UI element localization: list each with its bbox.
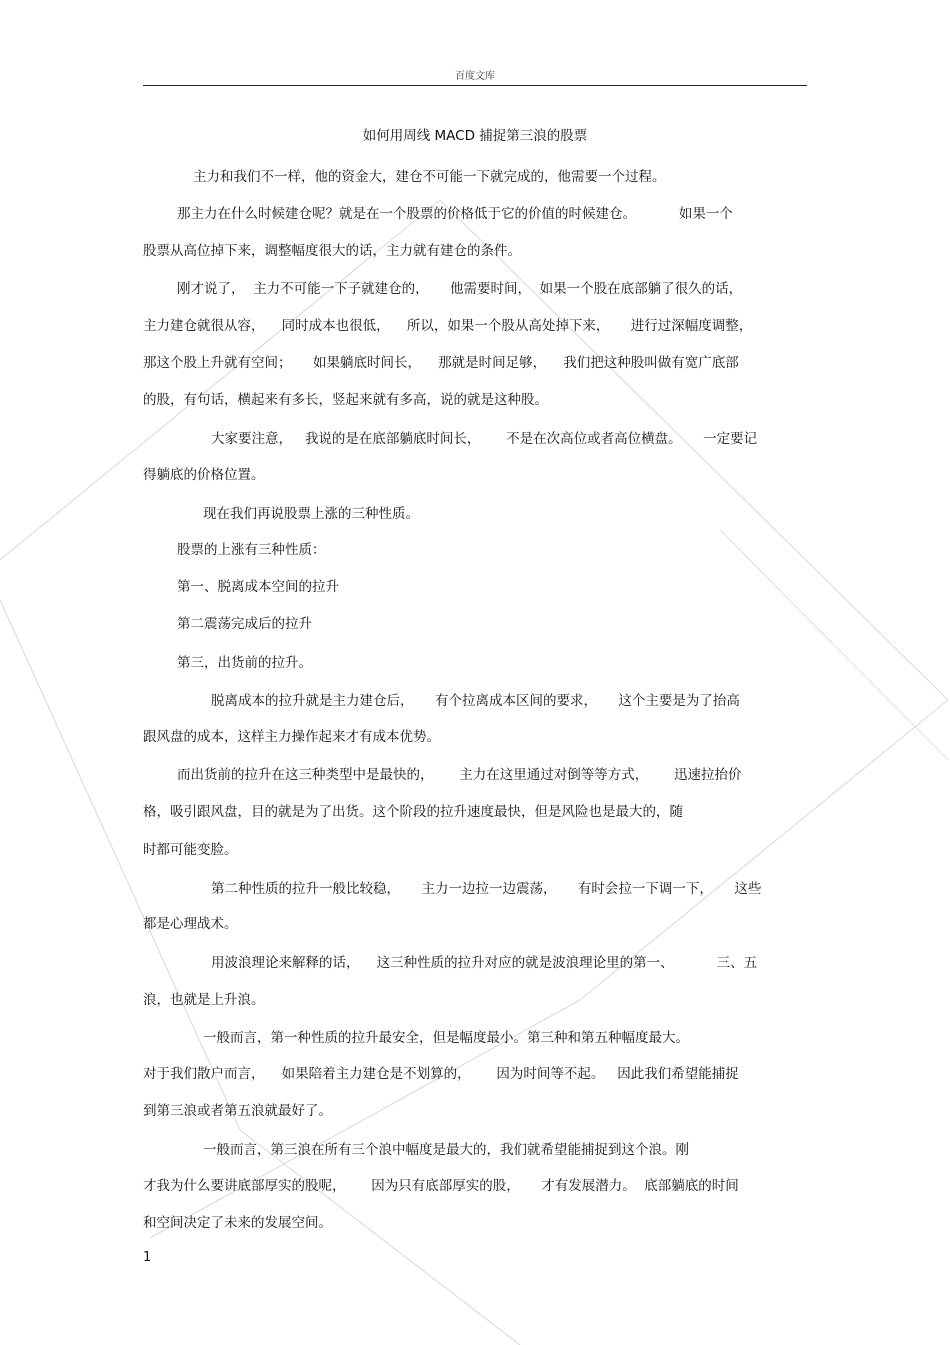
paragraph-line: 对于我们散户而言， 如果陪着主力建仓是不划算的， 因为时间等不起。 因此我们希望能捕捉 [143,1066,739,1082]
paragraph-line: 那主力在什么时候建仓呢？就是在一个股票的价格低于它的价值的时候建仓。 如果一个 [177,206,733,222]
paragraph-line: 到第三浪或者第五浪就最好了。 [143,1103,332,1119]
paragraph-line: 第三，出货前的拉升。 [177,655,312,671]
header-rule [143,85,807,86]
paragraph-line: 股票的上涨有三种性质： [177,542,326,558]
page-header: 百度文库 [455,71,495,82]
paragraph-line: 那这个股上升就有空间； 如果躺底时间长， 那就是时间足够， 我们把这种股叫做有宽广底部 [143,355,739,371]
paragraph-line: 才我为什么要讲底部厚实的股呢， 因为只有底部厚实的股， 才有发展潜力。 底部躺底的时间 [143,1178,739,1194]
paragraph-line: 一般而言，第三浪在所有三个浪中幅度是最大的，我们就希望能捕捉到这个浪。刚 [203,1142,689,1158]
paragraph-line: 主力建仓就很从容， 同时成本也很低， 所以，如果一个股从高处掉下来， 进行过深幅度调整， [143,318,753,334]
paragraph-line: 得躺底的价格位置。 [143,467,265,483]
paragraph-line: 的股，有句话，横起来有多长，竖起来就有多高，说的就是这种股。 [143,392,548,408]
paragraph-line: 和空间决定了未来的发展空间。 [143,1215,332,1231]
paragraph-line: 第一、脱离成本空间的拉升 [177,579,339,595]
paragraph-line: 股票从高位掉下来，调整幅度很大的话，主力就有建仓的条件。 [143,243,521,259]
paragraph-line: 主力和我们不一样，他的资金大，建仓不可能一下就完成的，他需要一个过程。 [193,169,666,185]
paragraph-line: 时都可能变脸。 [143,842,238,858]
paragraph-line: 刚才说了， 主力不可能一下子就建仓的， 他需要时间， 如果一个股在底部躺了很久的话， [177,281,743,297]
paragraph-line: 都是心理战术。 [143,916,238,932]
paragraph-line: 大家要注意， 我说的是在底部躺底时间长， 不是在次高位或者高位横盘。 一定要记 [211,431,758,447]
page-number: 1 [143,1250,152,1265]
paragraph-line: 一般而言，第一种性质的拉升最安全，但是幅度最小。第三种和第五种幅度最大。 [203,1030,689,1046]
paragraph-line: 而出货前的拉升在这三种类型中是最快的， 主力在这里通过对倒等等方式， 迅速拉抬价 [177,767,742,783]
paragraph-line: 用波浪理论来解释的话， 这三种性质的拉升对应的就是波浪理论里的第一、 三、五 [211,955,758,971]
paragraph-line: 第二种性质的拉升一般比较稳， 主力一边拉一边震荡， 有时会拉一下调一下， 这些 [211,881,762,897]
paragraph-line: 跟风盘的成本，这样主力操作起来才有成本优势。 [143,729,440,745]
paragraph-line: 脱离成本的拉升就是主力建仓后， 有个拉离成本区间的要求， 这个主要是为了抬高 [211,693,740,709]
paragraph-line: 格，吸引跟风盘，目的就是为了出货。这个阶段的拉升速度最快，但是风险也是最大的，随 [143,804,683,820]
document-title: 如何用周线 MACD 捕捉第三浪的股票 [362,128,588,144]
paragraph-line: 浪，也就是上升浪。 [143,992,265,1008]
paragraph-line: 现在我们再说股票上涨的三种性质。 [203,506,419,522]
paragraph-line: 第二震荡完成后的拉升 [177,616,312,632]
